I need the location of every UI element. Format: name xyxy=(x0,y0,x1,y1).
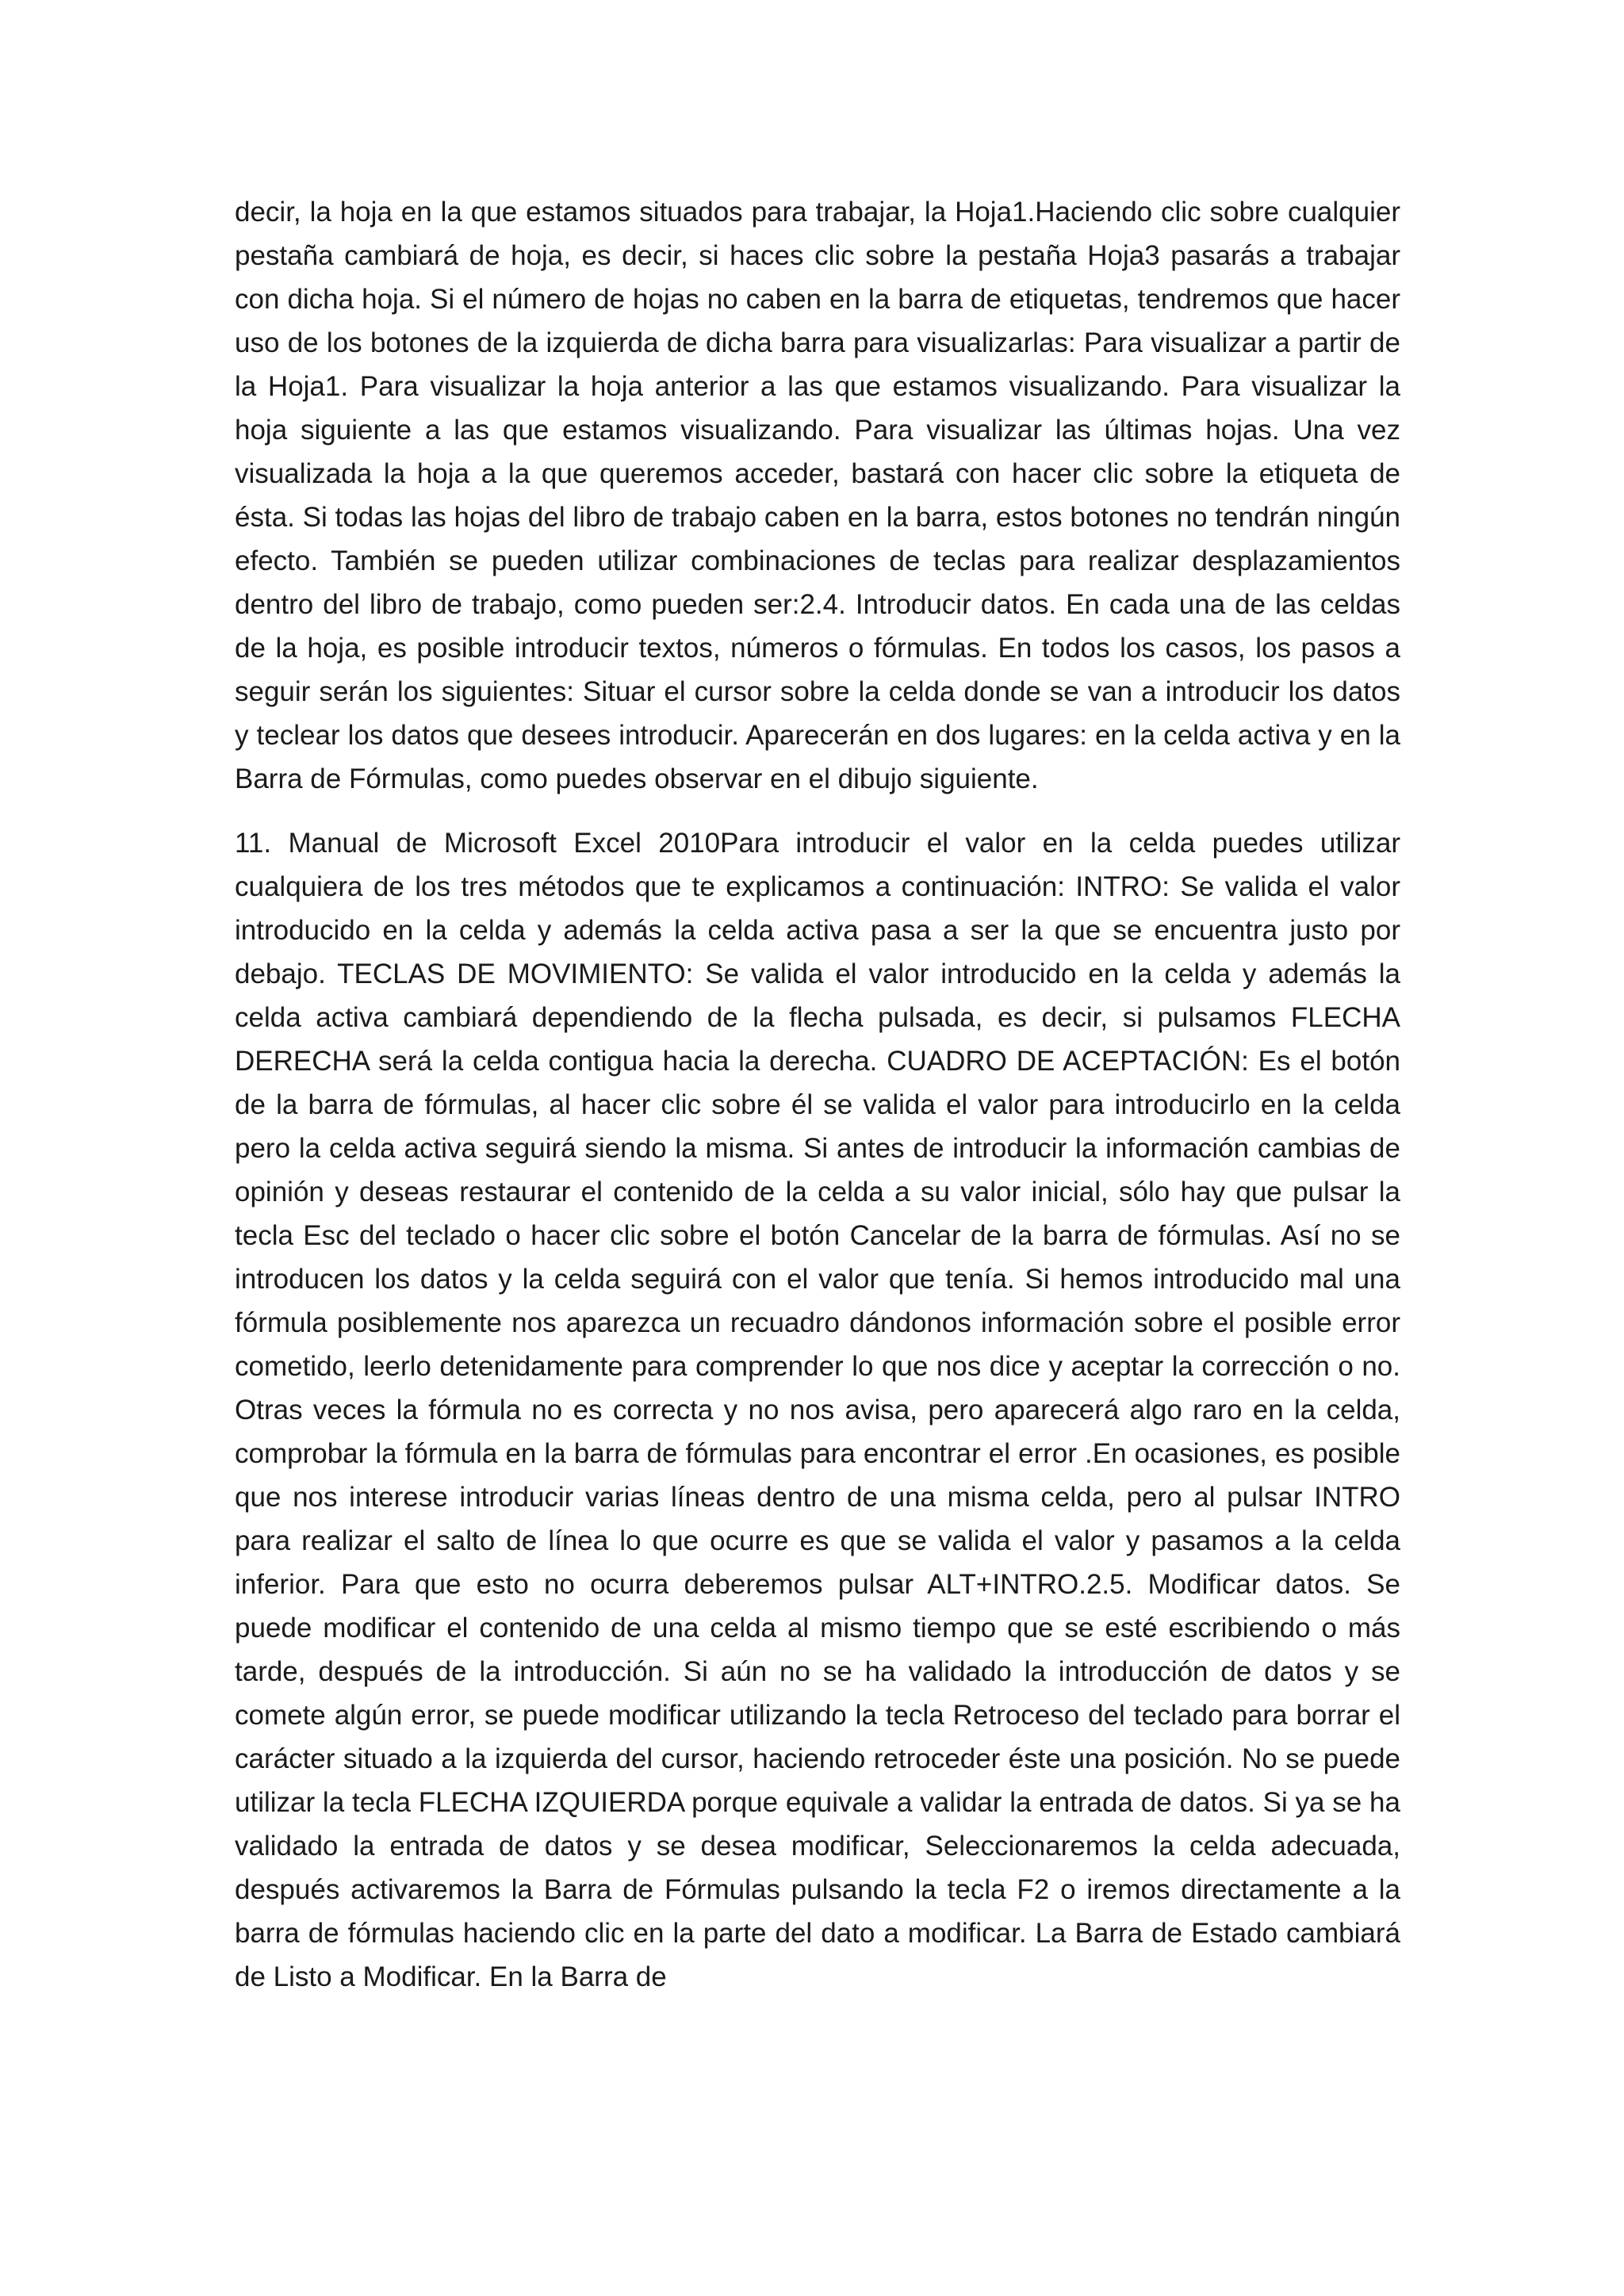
paragraph-hojas-e-introducir-datos: decir, la hoja en la que estamos situados para trabajar, la Hoja1.Haciendo clic sobre cualquier pestaña cambiará de hoja, es decir, si haces clic sobre la pestaña Hoja3 pasarás a trabajar con dicha hoja. Si el número de hojas no caben en la barra de etiquetas, tendremos que hacer uso de los botones de la izquierda de dicha barra para visualizarlas: Para visualizar a partir de la Hoja1. Para visualizar la hoja anterior a las que estamos visualizando. Para visualizar la hoja siguiente a las que estamos visualizando. Para visualizar las últimas hojas. Una vez visualizada la hoja a la que queremos acceder, bastará con hacer clic sobre la etiqueta de ésta. Si todas las hojas del libro de trabajo caben en la barra, estos botones no tendrán ningún efecto. También se pueden utilizar combinaciones de teclas para realizar desplazamientos dentro del libro de trabajo, como pueden ser:2.4. Introducir datos. En cada una de las celdas de la hoja, es posible introducir textos, números o fórmulas. En todos los casos, los pasos a seguir serán los siguientes: Situar el cursor sobre la celda donde se van a introducir los datos y teclear los datos que desees introducir. Aparecerán en dos lugares: en la celda activa y en la Barra de Fórmulas, como puedes observar en el dibujo siguiente. xyxy=(235,197,1400,794)
paragraph-validar-y-modificar-datos: 11. Manual de Microsoft Excel 2010Para introducir el valor en la celda puedes utilizar cualquiera de los tres métodos que te explicamos a continuación: INTRO: Se valida el valor introducido en la celda y además la celda activa pasa a ser la que se encuentra justo por debajo. TECLAS DE MOVIMIENTO: Se valida el valor introducido en la celda y además la celda activa cambiará dependiendo de la flecha pulsada, es decir, si pulsamos FLECHA DERECHA será la celda contigua hacia la derecha. CUADRO DE ACEPTACIÓN: Es el botón de la barra de fórmulas, al hacer clic sobre él se valida el valor para introducirlo en la celda pero la celda activa seguirá siendo la misma. Si antes de introducir la información cambias de opinión y deseas restaurar el contenido de la celda a su valor inicial, sólo hay que pulsar la tecla Esc del teclado o hacer clic sobre el botón Cancelar de la barra de fórmulas. Así no se introducen los datos y la celda seguirá con el valor que tenía. Si hemos introducido mal una fórmula posiblemente nos aparezca un recuadro dándonos información sobre el posible error cometido, leerlo detenidamente para comprender lo que nos dice y aceptar la corrección o no. Otras veces la fórmula no es correcta y no nos avisa, pero aparecerá algo raro en la celda, comprobar la fórmula en la barra de fórmulas para encontrar el error .En ocasiones, es posible que nos interese introducir varias líneas dentro de una misma celda, pero al pulsar INTRO para realizar el salto de línea lo que ocurre es que se valida el valor y pasamos a la celda inferior. Para que esto no ocurra deberemos pulsar ALT+INTRO.2.5. Modificar datos. Se puede modificar el contenido de una celda al mismo tiempo que se esté escribiendo o más tarde, después de la introducción. Si aún no se ha validado la introducción de datos y se comete algún error, se puede modificar utilizando la tecla Retroceso del teclado para borrar el carácter situado a la izquierda del cursor, haciendo retroceder éste una posición. No se puede utilizar la tecla FLECHA IZQUIERDA porque equivale a validar la entrada de datos. Si ya se ha validado la entrada de datos y se desea modificar, Seleccionaremos la celda adecuada, después activaremos la Barra de Fórmulas pulsando la tecla F2 o iremos directamente a la barra de fórmulas haciendo clic en la parte del dato a modificar. La Barra de Estado cambiará de Listo a Modificar. En la Barra de xyxy=(235,828,1400,1992)
document-body xyxy=(235,190,1400,1999)
